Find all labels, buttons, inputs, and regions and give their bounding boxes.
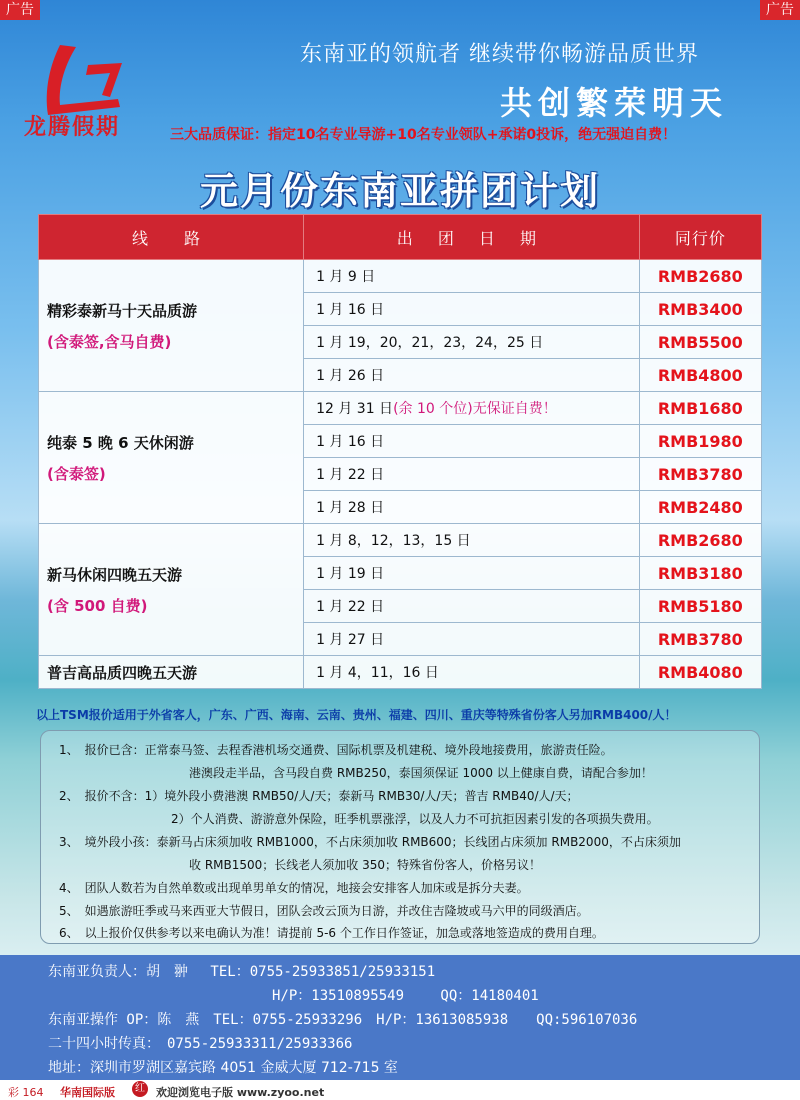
date-cell xyxy=(304,524,640,557)
contact-section xyxy=(0,955,800,1080)
date-text: 1 月 22 日 xyxy=(316,599,385,615)
date-cell xyxy=(304,590,640,623)
route-cell xyxy=(39,656,304,689)
date-cell xyxy=(304,260,640,293)
slogan-line-2: 共创繁荣明天 xyxy=(500,84,729,122)
note-line: 3、 境外段小孩：泰新马占床须加收 RMB1000，不占床须加收 RMB600；长线团占床须加 RMB2000，不占床须加 xyxy=(59,835,681,849)
contact-operator: 东南亚操作 OP：陈 燕 TEL：0755-25933296 H/P：13613085938 QQ:596107036 xyxy=(48,1012,638,1028)
price-cell: RMB5500 xyxy=(639,326,761,359)
note-line: 5、 如遇旅游旺季或马来西亚大节假日，团队会改云顶为日游，并改住吉隆坡或马六甲的同级酒店。 xyxy=(59,904,589,918)
note-line: 2）个人消费、游游意外保险，旺季机票涨浮，以及人力不可抗拒因素引发的各项损失费用。 xyxy=(171,812,659,826)
route-cell xyxy=(39,392,304,524)
date-cell xyxy=(304,491,640,524)
date-text: 1 月 8，12，13，15 日 xyxy=(316,533,471,549)
date-text: 1 月 26 日 xyxy=(316,368,385,384)
date-note: (余 10 个位)无保证自费！ xyxy=(393,401,557,417)
date-text: 1 月 27 日 xyxy=(316,632,385,648)
brand-name: 龙腾假期 xyxy=(24,115,121,140)
route-note: (含 500 自费) xyxy=(47,596,148,615)
route-name: 普吉高品质四晚五天游 xyxy=(47,663,198,682)
date-text: 1 月 16 日 xyxy=(316,434,385,450)
date-text: 1 月 28 日 xyxy=(316,500,385,516)
route-cell xyxy=(39,524,304,656)
table-row xyxy=(39,392,762,425)
price-cell: RMB2680 xyxy=(639,260,761,293)
price-cell: RMB1680 xyxy=(639,392,761,425)
header-price: 同行价 xyxy=(639,215,761,260)
date-cell xyxy=(304,359,640,392)
price-cell: RMB2680 xyxy=(639,524,761,557)
edition-label: 华南国际版 xyxy=(60,1086,115,1099)
date-text: 12 月 31 日 xyxy=(316,401,394,417)
page-number: 彩 164 xyxy=(8,1086,44,1099)
date-cell xyxy=(304,326,640,359)
date-cell xyxy=(304,392,640,425)
date-cell xyxy=(304,623,640,656)
route-cell xyxy=(39,260,304,392)
red-circle-icon: 红 xyxy=(132,1081,148,1097)
ad-label-left: 广告 xyxy=(0,0,40,20)
route-note: (含泰签,含马自费) xyxy=(47,332,172,351)
note-line: 6、 以上报价仅供参考以来电确认为准！请提前 5-6 个工作日作签证，加急或落地签造成的费用自理。 xyxy=(59,926,604,940)
route-note: (含泰签) xyxy=(47,464,106,483)
header-dates: 出 团 日 期 xyxy=(304,215,640,260)
price-cell: RMB2480 xyxy=(639,491,761,524)
price-cell: RMB5180 xyxy=(639,590,761,623)
price-cell: RMB4080 xyxy=(639,656,761,689)
header-route: 线 路 xyxy=(39,215,304,260)
table-row xyxy=(39,656,762,689)
website-link[interactable]: 欢迎浏览电子版 www.zyoo.net xyxy=(156,1086,325,1099)
ad-label-right: 广告 xyxy=(760,0,800,20)
note-line: 收 RMB1500；长线老人须加收 350；特殊省份客人，价格另议！ xyxy=(189,858,541,872)
contact-address: 地址：深圳市罗湖区嘉宾路 4051 金威大厦 712-715 室 xyxy=(48,1060,398,1076)
slogan-line-1: 东南亚的领航者 继续带你畅游品质世界 xyxy=(300,42,699,67)
note-line: 4、 团队人数若为自然单数或出现单男单女的情况，地接会安排客人加床或是拆分夫妻。 xyxy=(59,881,529,895)
contact-manager-mobile: H/P：13510895549 QQ：14180401 xyxy=(272,988,539,1004)
price-cell: RMB3780 xyxy=(639,458,761,491)
date-text: 1 月 22 日 xyxy=(316,467,385,483)
page-footer xyxy=(0,1080,800,1100)
date-cell xyxy=(304,656,640,689)
date-text: 1 月 4，11，16 日 xyxy=(316,665,439,681)
page-title: 元月份东南亚拼团计划 xyxy=(199,169,600,213)
date-cell xyxy=(304,458,640,491)
note-line: 港澳段走半品，含马段自费 RMB250，泰国须保证 1000 以上健康自费，请配合参加！ xyxy=(189,766,653,780)
date-cell xyxy=(304,557,640,590)
date-text: 1 月 16 日 xyxy=(316,302,385,318)
table-row xyxy=(39,524,762,557)
note-line: 2、 报价不含：1）境外段小费港澳 RMB50/人/天；泰新马 RMB30/人/天；普吉 RMB40/人/天； xyxy=(59,789,579,803)
price-cell: RMB3180 xyxy=(639,557,761,590)
route-name: 精彩泰新马十天品质游 xyxy=(47,301,198,320)
date-text: 1 月 9 日 xyxy=(316,269,376,285)
price-cell: RMB3400 xyxy=(639,293,761,326)
terms-box xyxy=(40,730,760,944)
pricing-footnote: 以上TSM报价适用于外省客人，广东、广西、海南、云南、贵州、福建、四川、重庆等特殊省份客人另加RMB400/人！ xyxy=(36,708,677,722)
note-line: 1、 报价已含：正常泰马签、去程香港机场交通费、国际机票及机建税、境外段地接费用，旅游责任险。 xyxy=(59,743,613,757)
quality-guarantee: 三大品质保证：指定10名专业导游+10名专业领队+承诺0投诉，绝无强迫自费！ xyxy=(170,127,677,143)
contact-fax: 二十四小时传真： 0755-25933311/25933366 xyxy=(48,1036,353,1052)
date-cell xyxy=(304,293,640,326)
price-cell: RMB1980 xyxy=(639,425,761,458)
route-name: 新马休闲四晚五天游 xyxy=(47,565,183,584)
table-row xyxy=(39,260,762,293)
price-cell: RMB3780 xyxy=(639,623,761,656)
date-cell xyxy=(304,425,640,458)
tour-schedule-table xyxy=(38,214,762,689)
route-name: 纯泰 5 晚 6 天休闲游 xyxy=(47,433,194,452)
date-text: 1 月 19，20，21，23，24，25 日 xyxy=(316,335,544,351)
price-cell: RMB4800 xyxy=(639,359,761,392)
date-text: 1 月 19 日 xyxy=(316,566,385,582)
contact-manager: 东南亚负责人：胡 翀 TEL：0755-25933851/25933151 xyxy=(48,964,436,980)
